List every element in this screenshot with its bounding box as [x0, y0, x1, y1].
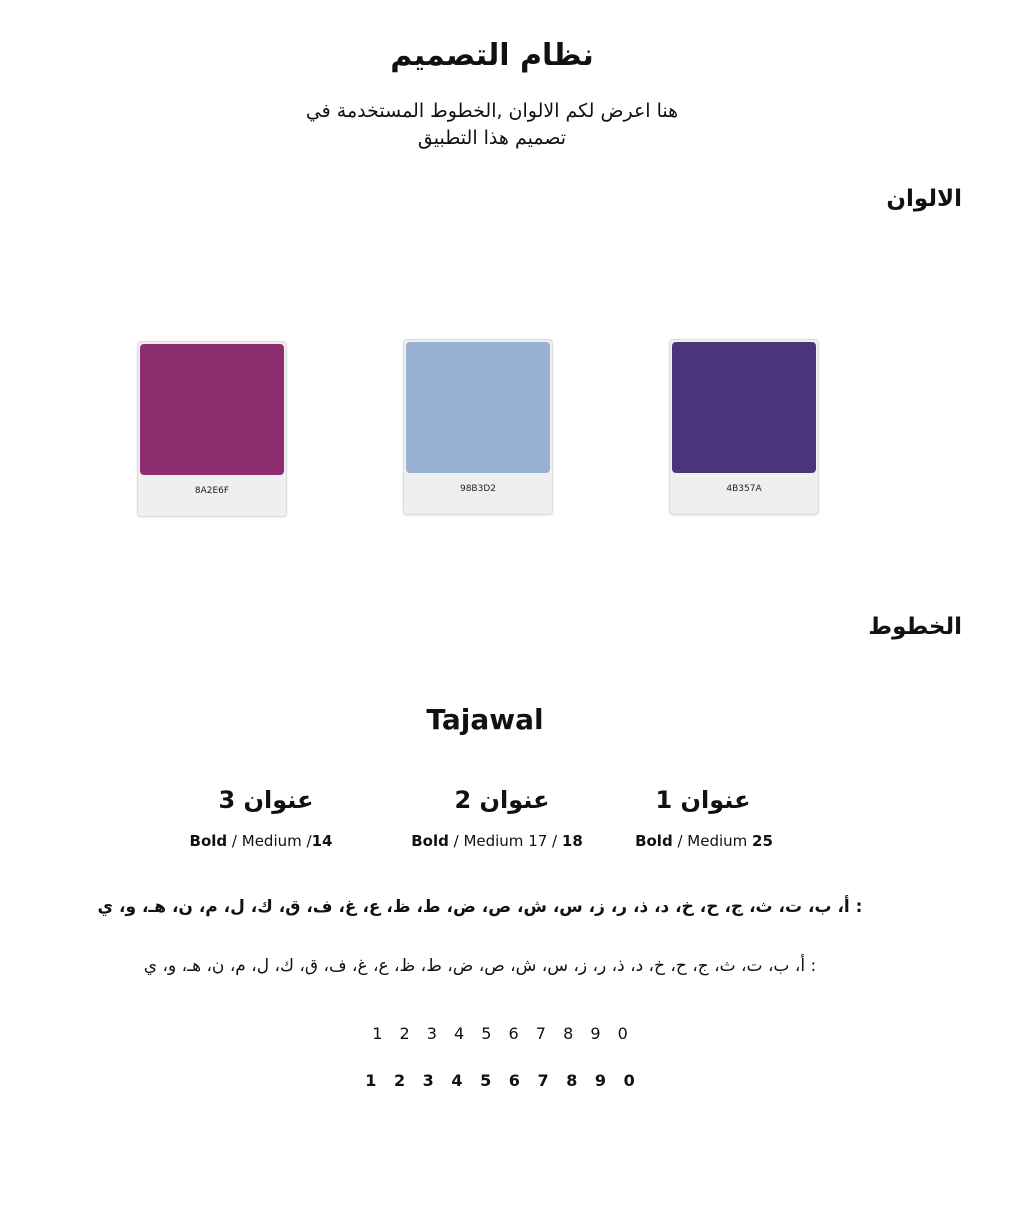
weight-bold-label: Bold: [189, 832, 228, 850]
page-title: نظام التصميم: [390, 38, 594, 73]
heading-3-weights: [146, 832, 376, 850]
swatch-code-3: 4B357A: [726, 484, 762, 494]
heading-1-sample: عنوان 1: [655, 786, 751, 814]
weight-medium-label: Medium: [463, 832, 524, 850]
subtitle-line-1: هنا اعرض لكم الالوان ,الخطوط المستخدمة في: [305, 100, 679, 122]
color-swatch-2: [403, 339, 553, 515]
font-name: Tajawal: [426, 703, 544, 736]
weight-size-bold: 18: [561, 832, 583, 850]
weight-bold-label: Bold: [635, 832, 673, 850]
weight-medium-label: Medium: [687, 832, 748, 850]
swatch-color-2: [406, 342, 550, 473]
weight-separator: /: [448, 832, 464, 850]
color-swatch-1: [137, 341, 287, 517]
fonts-heading: الخطوط: [868, 614, 962, 640]
weight-size-bold: 14: [311, 832, 333, 850]
heading-1-weights: [589, 832, 819, 850]
weight-separator: /: [672, 832, 688, 850]
swatch-code-2: 98B3D2: [459, 484, 496, 494]
alphabet-regular: : أ، ب، ت، ث، ج، ح، خ، د، ذ، ر، ز، س، ش، ص، ض، ط، ظ، ع، غ، ف، ق، ك، ل، م، ن، هـ، و، ي: [143, 956, 817, 976]
page-subtitle: [0, 98, 984, 152]
heading-2-weights: [382, 832, 612, 850]
digits-regular: 1 2 3 4 5 6 7 8 9 0: [372, 1024, 634, 1043]
swatch-color-3: [672, 342, 816, 473]
weight-size-regular: /: [306, 832, 312, 850]
weight-separator: /: [227, 832, 242, 850]
heading-2-sample: عنوان 2: [454, 786, 550, 814]
weight-size-bold: 25: [752, 832, 773, 850]
weight-medium-label: Medium: [241, 832, 302, 850]
subtitle-line-2: تصميم هذا التطبيق: [417, 127, 567, 149]
alphabet-bold: : أ، ب، ت، ث، ج، ح، خ، د، ذ، ر، ز، س، ش، ص، ض، ط، ظ، ع، غ، ف، ق، ك، ل، م، ن، هـ، و، ي: [97, 897, 863, 917]
colors-heading: الالوان: [886, 186, 962, 212]
swatch-code-1: 8A2E6F: [194, 486, 230, 496]
weight-bold-label: Bold: [411, 832, 449, 850]
swatch-color-1: [140, 344, 284, 475]
weight-size-regular: 17 /: [528, 832, 562, 850]
color-swatch-3: [669, 339, 819, 515]
heading-3-sample: عنوان 3: [218, 786, 314, 814]
digits-bold: 1 2 3 4 5 6 7 8 9 0: [365, 1071, 641, 1090]
